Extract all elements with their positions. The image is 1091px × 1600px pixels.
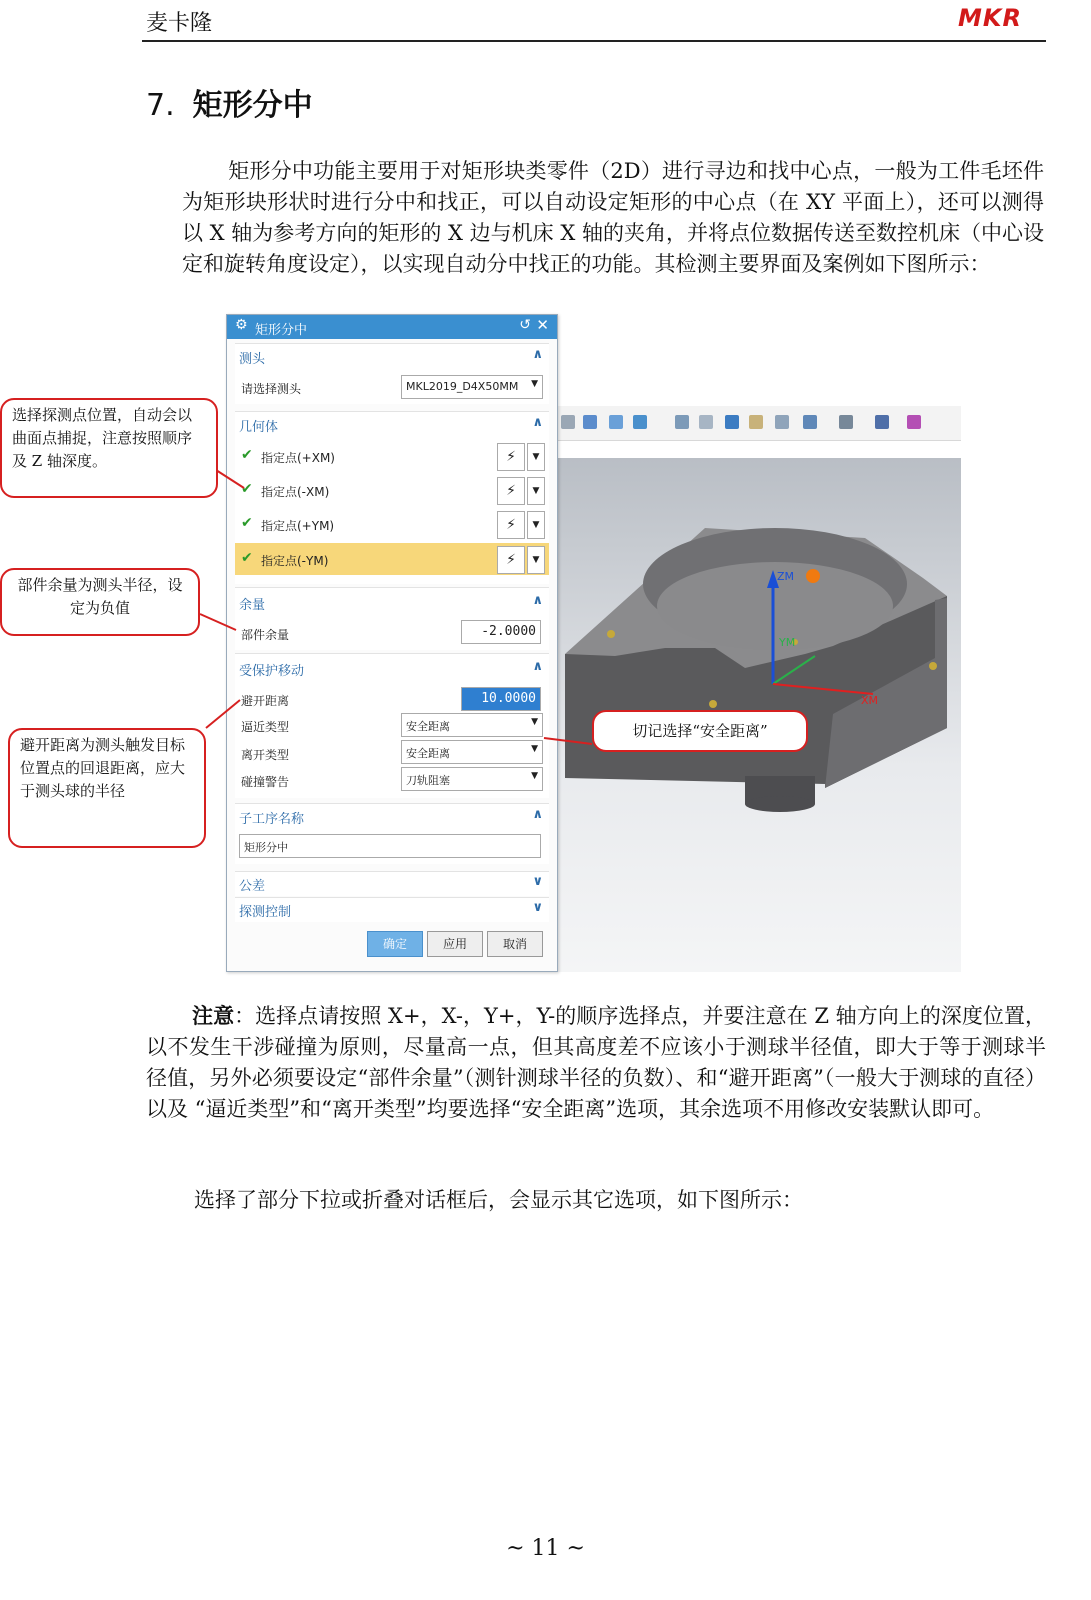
chevron-down-icon[interactable]: ∨ xyxy=(532,900,543,915)
brand-logo: MKR xyxy=(958,4,1022,32)
depart-label: 离开类型 xyxy=(241,748,290,762)
chevron-up-icon[interactable]: ∧ xyxy=(532,807,543,822)
chevron-down-icon: ▼ xyxy=(531,717,538,727)
callout-points: 选择探测点位置，自动会以曲面点捕捉，注意按照顺序及 Z 轴深度。 xyxy=(0,398,218,498)
point-label: 指定点(+YM) xyxy=(261,519,335,533)
subop-value: 矩形分中 xyxy=(244,841,288,854)
probe-control-header[interactable]: 探测控制 xyxy=(239,905,292,920)
chevron-up-icon[interactable]: ∧ xyxy=(532,593,543,608)
closing-paragraph: 选择了部分下拉或折叠对话框后，会显示其它选项，如下图所示： xyxy=(194,1188,803,1212)
approach-value: 安全距离 xyxy=(406,720,450,733)
chevron-down-icon[interactable]: ▼ xyxy=(527,443,545,471)
apply-button[interactable]: 应用 xyxy=(427,931,483,957)
point-label: 指定点(+XM) xyxy=(261,451,335,465)
point-label: 指定点(-XM) xyxy=(261,485,330,499)
note-paragraph xyxy=(146,1000,1046,1125)
point-picker-icon[interactable]: ⚡ xyxy=(497,443,525,471)
chevron-down-icon[interactable]: ▼ xyxy=(527,477,545,505)
reset-icon[interactable]: ↺ xyxy=(519,317,531,333)
chevron-down-icon: ▼ xyxy=(531,744,538,754)
probe-label: 请选择测头 xyxy=(241,382,302,396)
stock-group-header[interactable]: 余量 xyxy=(239,598,266,613)
ok-button[interactable]: 确定 xyxy=(367,931,423,957)
check-icon: ✔ xyxy=(241,481,253,497)
callout-approach: 切记选择“安全距离” xyxy=(592,710,808,752)
probe-select-value: MKL2019_D4X50MM xyxy=(406,380,519,393)
depart-value: 安全距离 xyxy=(406,747,450,760)
cancel-button[interactable]: 取消 xyxy=(487,931,543,957)
chevron-down-icon: ▼ xyxy=(531,771,538,781)
chevron-down-icon[interactable]: ▼ xyxy=(527,511,545,539)
page-number: ~ 11 ~ xyxy=(506,1536,585,1561)
zm-label: ZM xyxy=(777,570,795,583)
collision-label: 碰撞警告 xyxy=(241,775,290,789)
check-icon: ✔ xyxy=(241,447,253,463)
chevron-up-icon[interactable]: ∧ xyxy=(532,415,543,430)
point-picker-icon[interactable]: ⚡ xyxy=(497,511,525,539)
clearance-input[interactable]: 10.0000 xyxy=(461,687,541,711)
section-number: 7. xyxy=(146,88,175,123)
chevron-up-icon[interactable]: ∧ xyxy=(532,659,543,674)
protected-move-header[interactable]: 受保护移动 xyxy=(239,664,305,679)
chevron-up-icon[interactable]: ∧ xyxy=(532,347,543,362)
callout-stock: 部件余量为测头半径，设定为负值 xyxy=(0,568,200,636)
xm-label: XM xyxy=(861,694,879,707)
point-picker-icon[interactable]: ⚡ xyxy=(497,477,525,505)
note-text: ：选择点请按照 X+，X-，Y+，Y-的顺序选择点，并要注意在 Z 轴方向上的深度位置，以不发生干涉碰撞为原则，尽量高一点，但其高度差不应该小于测球半径值，即大于等于测球半径值，另外必须要设定“部件余量”（测针测球半径的负数）、和“避开距离”（一般大于测球的直径）以及 “逼近类型”和“离开类型”均要选择“安全距离”选项，其余选项不用修改安装默认即可。 xyxy=(146,1004,1046,1121)
stock-input[interactable]: -2.0000 xyxy=(461,620,541,644)
gear-icon: ⚙ xyxy=(235,317,248,333)
clearance-label: 避开距离 xyxy=(241,694,290,708)
approach-label: 逼近类型 xyxy=(241,720,290,734)
section-title-text: 矩形分中 xyxy=(192,88,313,123)
probe-group-header[interactable]: 测头 xyxy=(239,352,266,367)
header-brand: 麦卡隆 xyxy=(146,11,213,36)
chevron-down-icon[interactable]: ∨ xyxy=(532,874,543,889)
chevron-down-icon: ▼ xyxy=(531,379,538,389)
close-icon[interactable]: ✕ xyxy=(536,316,549,334)
check-icon: ✔ xyxy=(241,515,253,531)
intro-text: 矩形分中功能主要用于对矩形块类零件（2D）进行寻边和找中心点，一般为工件毛坯件为矩形块形状时进行分中和找正，可以自动设定矩形的中心点（在 XY 平面上），还可以测得以 X 轴为参考方向的矩形的 X 边与机床 X 轴的夹角，并将点位数据传送至数控机床（中心设定和旋转角度设定），以实现自动分中找正的功能。其检测主要界面及案例如下图所示： xyxy=(182,159,1044,276)
point-label: 指定点(-YM) xyxy=(261,554,329,568)
point-picker-icon[interactable]: ⚡ xyxy=(497,546,525,574)
chevron-down-icon[interactable]: ▼ xyxy=(527,546,545,574)
ym-label: YM xyxy=(779,636,796,649)
check-icon: ✔ xyxy=(241,550,253,566)
tolerance-header[interactable]: 公差 xyxy=(239,879,266,894)
geometry-group-header[interactable]: 几何体 xyxy=(239,420,279,435)
stock-label: 部件余量 xyxy=(241,628,290,642)
callout-clearance: 避开距离为测头触发目标位置点的回退距离，应大于测头球的半径 xyxy=(8,728,206,848)
subop-group-header[interactable]: 子工序名称 xyxy=(239,812,305,827)
dialog-title: 矩形分中 xyxy=(255,323,308,338)
note-lead: 注意 xyxy=(192,1003,235,1028)
collision-value: 刀轨阻塞 xyxy=(406,774,450,787)
